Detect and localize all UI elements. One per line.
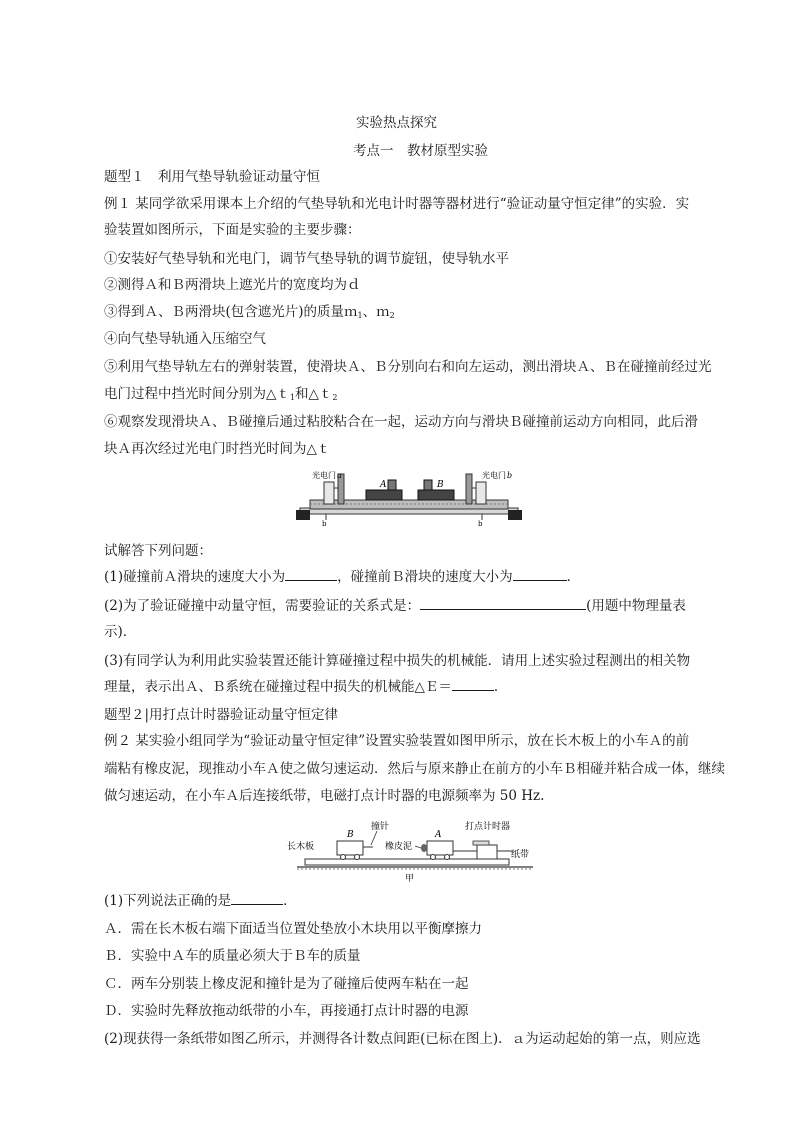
step-3-text-mid: 、ｍ: [362, 304, 390, 320]
step-3: [104, 303, 395, 325]
foot-left-label: b: [322, 520, 327, 526]
timer-label: 打点计时器: [465, 822, 511, 832]
q3-text: 理量，表示出Ａ、Ｂ系统在碰撞过程中损失的机械能△Ｅ＝: [104, 679, 452, 695]
putty-pointer: [415, 846, 421, 848]
step-6-line-1: ⑥观察发现滑块Ａ、Ｂ碰撞后通过粘胶粘合在一起，运动方向与滑块Ｂ碰撞前运动方向相同，此后滑: [104, 414, 698, 430]
step-5-text-mid: 和△ｔ: [294, 386, 333, 402]
section-title: 实验热点探究: [356, 115, 437, 131]
example-2-line-3: 做匀速运动，在小车Ａ后连接纸带，电磁打点计时器的电源频率为 50 Hz.: [104, 788, 545, 804]
slider-b-label: B: [437, 480, 444, 490]
question-1-part-3-line-1: (3)有同学认为利用此实验装置还能计算碰撞过程中损失的机械能．请用上述实验过程测出的相关物: [104, 653, 691, 669]
question-2-part-2: (2)现获得一条纸带如图乙所示，并测得各计数点间距(已标在图上)．ａ为运动起始的第一点，则应选: [104, 1031, 701, 1047]
cart-b-wheel: [341, 855, 346, 860]
track-end-right: [508, 510, 522, 520]
step-3-text: ③得到Ａ、Ｂ两滑块(包含遮光片)的质量ｍ: [104, 304, 358, 320]
gate-a-letter: a: [337, 471, 342, 480]
slider-b-flag: [424, 480, 432, 490]
step-5-line-2: [104, 385, 337, 407]
option-a: Ａ．需在长木板右端下面适当位置处垫放小木块用以平衡摩擦力: [104, 921, 482, 937]
step-1: ①安装好气垫导轨和光电门，调节气垫导轨的调节旋钮，使导轨水平: [104, 251, 509, 267]
slider-a: [366, 490, 402, 500]
answer-blank[interactable]: [513, 568, 567, 581]
step-5-line-1: ⑤利用气垫导轨左右的弹射装置，使滑块Ａ、Ｂ分别向右和向左运动，测出滑块Ａ、Ｂ在碰撞前经过光: [104, 359, 712, 375]
option-c: Ｃ．两车分别装上橡皮泥和撞针是为了碰撞后使两车粘在一起: [104, 976, 469, 992]
q1-text: (1)碰撞前Ａ滑块的速度大小为: [104, 569, 286, 585]
air-track-figure: [296, 464, 524, 526]
example-2-line-2: 端粘有橡皮泥，现推动小车Ａ使之做匀速运动．然后与原来静止在前方的小车Ｂ相碰并粘合成一体，继续: [104, 761, 725, 777]
q2-text: (2)为了验证碰撞中动量守恒，需要验证的关系式是：: [104, 598, 421, 614]
track-end-left: [296, 510, 310, 520]
subscript: 1: [289, 393, 295, 402]
putty: [421, 844, 427, 852]
putty-label: 橡皮泥: [385, 842, 413, 852]
step-5-text: 电门过程中挡光时间分别为△ｔ: [104, 386, 290, 402]
example-1-line-1: 例１ 某同学欲采用课本上介绍的气垫导轨和光电计时器等器材进行“验证动量守恒定律”的实验．实: [104, 196, 690, 212]
option-b: Ｂ．实验中Ａ车的质量必须大于Ｂ车的质量: [104, 948, 361, 964]
q1-text-mid: ，碰撞前Ｂ滑块的速度大小为: [337, 569, 513, 585]
long-board: [305, 859, 509, 865]
question-1-part-2: [104, 597, 686, 615]
photogate-a: [324, 482, 334, 504]
question-2-part-1: [104, 892, 297, 910]
subscript: 2: [332, 393, 338, 402]
subscript: 1: [357, 311, 363, 320]
answer-blank[interactable]: [231, 892, 283, 905]
q21-text: (1)下列说法正确的是: [104, 893, 232, 909]
tape-label: 纸带: [511, 850, 530, 860]
q3-text-end: ．: [493, 679, 508, 695]
answer-blank[interactable]: [285, 568, 337, 581]
question-intro: 试解答下列问题：: [104, 543, 212, 559]
question-1-part-3-line-2: [104, 678, 507, 696]
option-d: Ｄ．实验时先释放拖动纸带的小车，再接通打点计时器的电源: [104, 1003, 469, 1019]
photogate-b: [476, 482, 486, 504]
cart-a-label: A: [435, 830, 442, 840]
slider-b: [418, 490, 454, 500]
topic-2-heading: 题型２|用打点计时器验证动量守恒定律: [104, 707, 339, 723]
q2-text-end: (用题中物理量表: [586, 598, 686, 614]
cart-b: [337, 841, 363, 855]
q21-text-end: ．: [283, 893, 297, 909]
slider-a-label: A: [380, 480, 387, 490]
step-6-line-2: 块Ａ再次经过光电门时挡光时间为△ｔ: [104, 441, 331, 457]
step-4: ④向气垫导轨通入压缩空气: [104, 331, 266, 347]
gate-a-label: 光电门: [312, 471, 336, 480]
q1-text-end: ．: [566, 569, 581, 585]
example-2-line-1: 例２ 某实验小组同学为“验证动量守恒定律”设置实验装置如图甲所示，放在长木板上的小车Ａ的前: [104, 733, 690, 749]
needle-label: 撞针: [371, 822, 390, 832]
photogate-b-post: [466, 474, 472, 504]
cart-a: [427, 841, 453, 855]
gate-b-letter: b: [507, 471, 513, 480]
question-1-part-1: [104, 568, 580, 586]
dot-timer-top: [473, 841, 489, 845]
answer-blank[interactable]: [420, 597, 586, 610]
gate-b-label: 光电门: [482, 471, 506, 480]
subscript: 2: [389, 311, 395, 320]
section-subtitle: 考点一 教材原型实验: [353, 143, 488, 159]
slider-a-flag: [388, 480, 396, 490]
cart-b-wheel: [355, 855, 360, 860]
example-1-line-2: 验装置如图所示，下面是实验的主要步骤：: [104, 222, 361, 238]
board-label: 长木板: [287, 842, 315, 852]
cart-a-wheel: [431, 855, 436, 860]
dot-timer: [477, 845, 497, 859]
cart-collision-figure: [287, 815, 543, 883]
cart-b-label: B: [347, 830, 354, 840]
step-2: ②测得Ａ和Ｂ两滑块上遮光片的宽度均为ｄ: [104, 277, 361, 293]
answer-blank[interactable]: [452, 678, 494, 691]
foot-right-label: b: [478, 520, 483, 526]
needle-pointer: [371, 831, 377, 845]
figure-caption: 甲: [405, 874, 415, 883]
question-1-part-2-cont: 示)．: [104, 624, 137, 640]
topic-1-heading: 题型１ 利用气垫导轨验证动量守恒: [104, 169, 320, 185]
cart-a-wheel: [445, 855, 450, 860]
